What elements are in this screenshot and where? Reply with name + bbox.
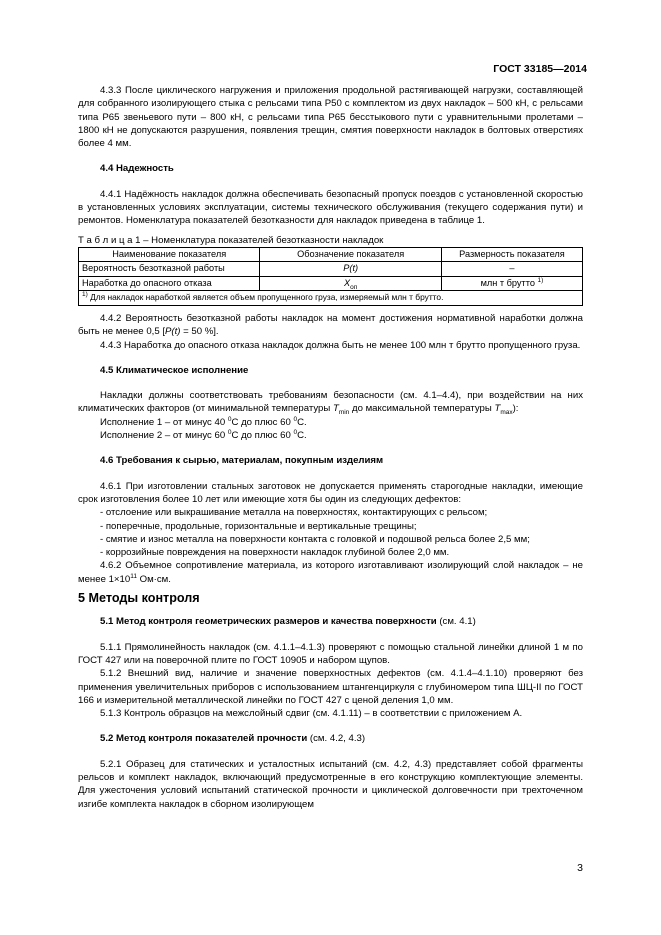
section-5-title: 5 Методы контроля	[78, 591, 200, 606]
table-header-cell: Наименование показателя	[79, 247, 260, 262]
paragraph-4-6-1: 4.6.1 При изготовлении стальных заготовок не допускается применять старогодные накладки, имеющие срок изготовления более 10 лет или имеющие хотя бы один из следующих дефектов:	[78, 480, 583, 505]
paragraph-4-6-2: 4.6.2 Объемное сопротивление материала, из которого изготавливают изолирующий слой накладок – не менее $1\times 10^{11}$ Ом·см.	[78, 560, 583, 585]
list-item: - поперечные, продольные, горизонтальные и вертикальные трещины;	[100, 520, 417, 532]
execution-1: Исполнение 1 – от минус 40 $^0$C до плюс 60 $^0$C.	[100, 415, 307, 428]
table-header-cell: Размерность показателя	[441, 247, 582, 262]
list-item: - смятие и износ металла на поверхности контакта с головкой и подошвой рельса более 2,5 мм;	[100, 533, 530, 545]
table-caption	[78, 234, 583, 247]
table-caption-prefix: Т а б л и ц а 1	[78, 234, 141, 246]
table-cell-symbol: P(t)	[260, 262, 441, 277]
paragraph-5-2-1: 5.2.1 Образец для статических и усталостных испытаний (см. 4.2, 4.3) представляет собой фрагменты рельсов и комплект накладок, включающий предусмотренные в его конструкцию комплектующие элементы. Для ужесточения условий испытаний статической прочности и циклической долговечности при трехточечном изгибе комплекта накладок в сборном изолирующем	[78, 758, 583, 810]
section-4-5-title: 4.5 Климатическое исполнение	[100, 364, 249, 376]
paragraph-4-4-2: 4.4.2 Вероятность безотказной работы накладок на момент достижения нормативной наработки должна быть не менее 0,5 [P(t) = 50 %].	[78, 312, 583, 338]
reliability-table	[78, 247, 583, 306]
page-number: 3	[577, 862, 583, 874]
paragraph-5-1-1: 5.1.1 Прямолинейность накладок (см. 4.1.1–4.1.3) проверяют с помощью стальной линейки длиной 1 м по ГОСТ 427 или на поверочной плите по ГОСТ 10905 и набором щупов.	[78, 641, 583, 666]
table-row	[79, 262, 583, 277]
paragraph-5-1-2: 5.1.2 Внешний вид, наличие и значение поверхностных дефектов (см. 4.1.4–4.1.10) проверяют без применения увеличительных приборов с использованием штангенциркуля с глубиномером типа ШЦ-II по ГОСТ 166 и измерительной металлической линейки по ГОСТ 427 с ценой деления 1,0 мм.	[78, 668, 583, 706]
table-note-row	[79, 291, 583, 306]
table-footnote: $^{1)}$ Для накладок наработкой является объем пропущенного груза, измеряемый млн т брутто.	[79, 291, 583, 306]
paragraph-4-4-3: 4.4.3 Наработка до опасного отказа накладок должна быть не менее 100 млн т брутто пропущенного груза.	[100, 339, 581, 351]
table-cell-unit: –	[441, 262, 582, 277]
section-4-4-title: 4.4 Надежность	[100, 163, 174, 175]
table-header-cell: Обозначение показателя	[260, 247, 441, 262]
table-row	[79, 276, 583, 291]
table-cell-unit: млн т брутто $^{1)}$	[441, 276, 582, 291]
paragraph-4-3-3: 4.3.3 После циклического нагружения и приложения продольной растягивающей нагрузки, составляющей для собранного изолирующего стыка с рельсами типа Р50 с комплектом из двух накладок – 500 кН, с рельсами типа Р65 звеньевого пути – 800 кН, с рельсами типа Р65 бесстыкового пути с уравнительными пролетами – 1800 кН не допускаются разрушения, появления трещин, смятия поверхности накладок в болтовых отверстиях более 4 мм.	[78, 85, 583, 150]
table-cell-symbol: $X_{оп}$	[260, 276, 441, 291]
paragraph-5-1-3: 5.1.3 Контроль образцов на межслойный сдвиг (см. 4.1.11) – в соответствии с приложением А.	[100, 708, 523, 720]
section-5-1-title: 5.1 Метод контроля геометрических размеров и качества поверхности (см. 4.1)	[100, 616, 476, 628]
section-5-2-title: 5.2 Метод контроля показателей прочности (см. 4.2, 4.3)	[100, 733, 366, 745]
list-item: - отслоение или выкрашивание металла на поверхностях, контактирующих с рельсом;	[100, 507, 488, 519]
list-item: - коррозийные повреждения на поверхности накладок глубиной более 2,0 мм.	[100, 547, 450, 559]
document-body	[78, 84, 583, 811]
table-caption-text: – Номенклатура показателей безотказности накладок	[140, 234, 384, 246]
section-4-6-title: 4.6 Требования к сырью, материалам, покупным изделиям	[100, 455, 384, 467]
table-cell-name: Вероятность безотказной работы	[79, 262, 260, 277]
paragraph-4-5: Накладки должны соответствовать требованиям безопасности (см. 4.1–4.4), при воздействии на них климатических факторов (от минимальной температуры $T_{min}$ до максимальной температуры $T_{max}$):	[78, 390, 583, 417]
paragraph-4-4-1: 4.4.1 Надёжность накладок должна обеспечивать безопасный пропуск поездов с установленной скоростью в установленных условиях эксплуатации, системы технического обслуживания (текущего содержания пути) и ремонтов. Номенклатура показателей безотказности для накладок приведена в таблице 1.	[78, 188, 583, 227]
table-cell-name: Наработка до опасного отказа	[79, 276, 260, 291]
document-header: ГОСТ 33185—2014	[493, 63, 587, 75]
table-header-row	[79, 247, 583, 262]
execution-2: Исполнение 2 – от минус 60 $^0$C до плюс 60 $^0$C.	[100, 428, 307, 442]
